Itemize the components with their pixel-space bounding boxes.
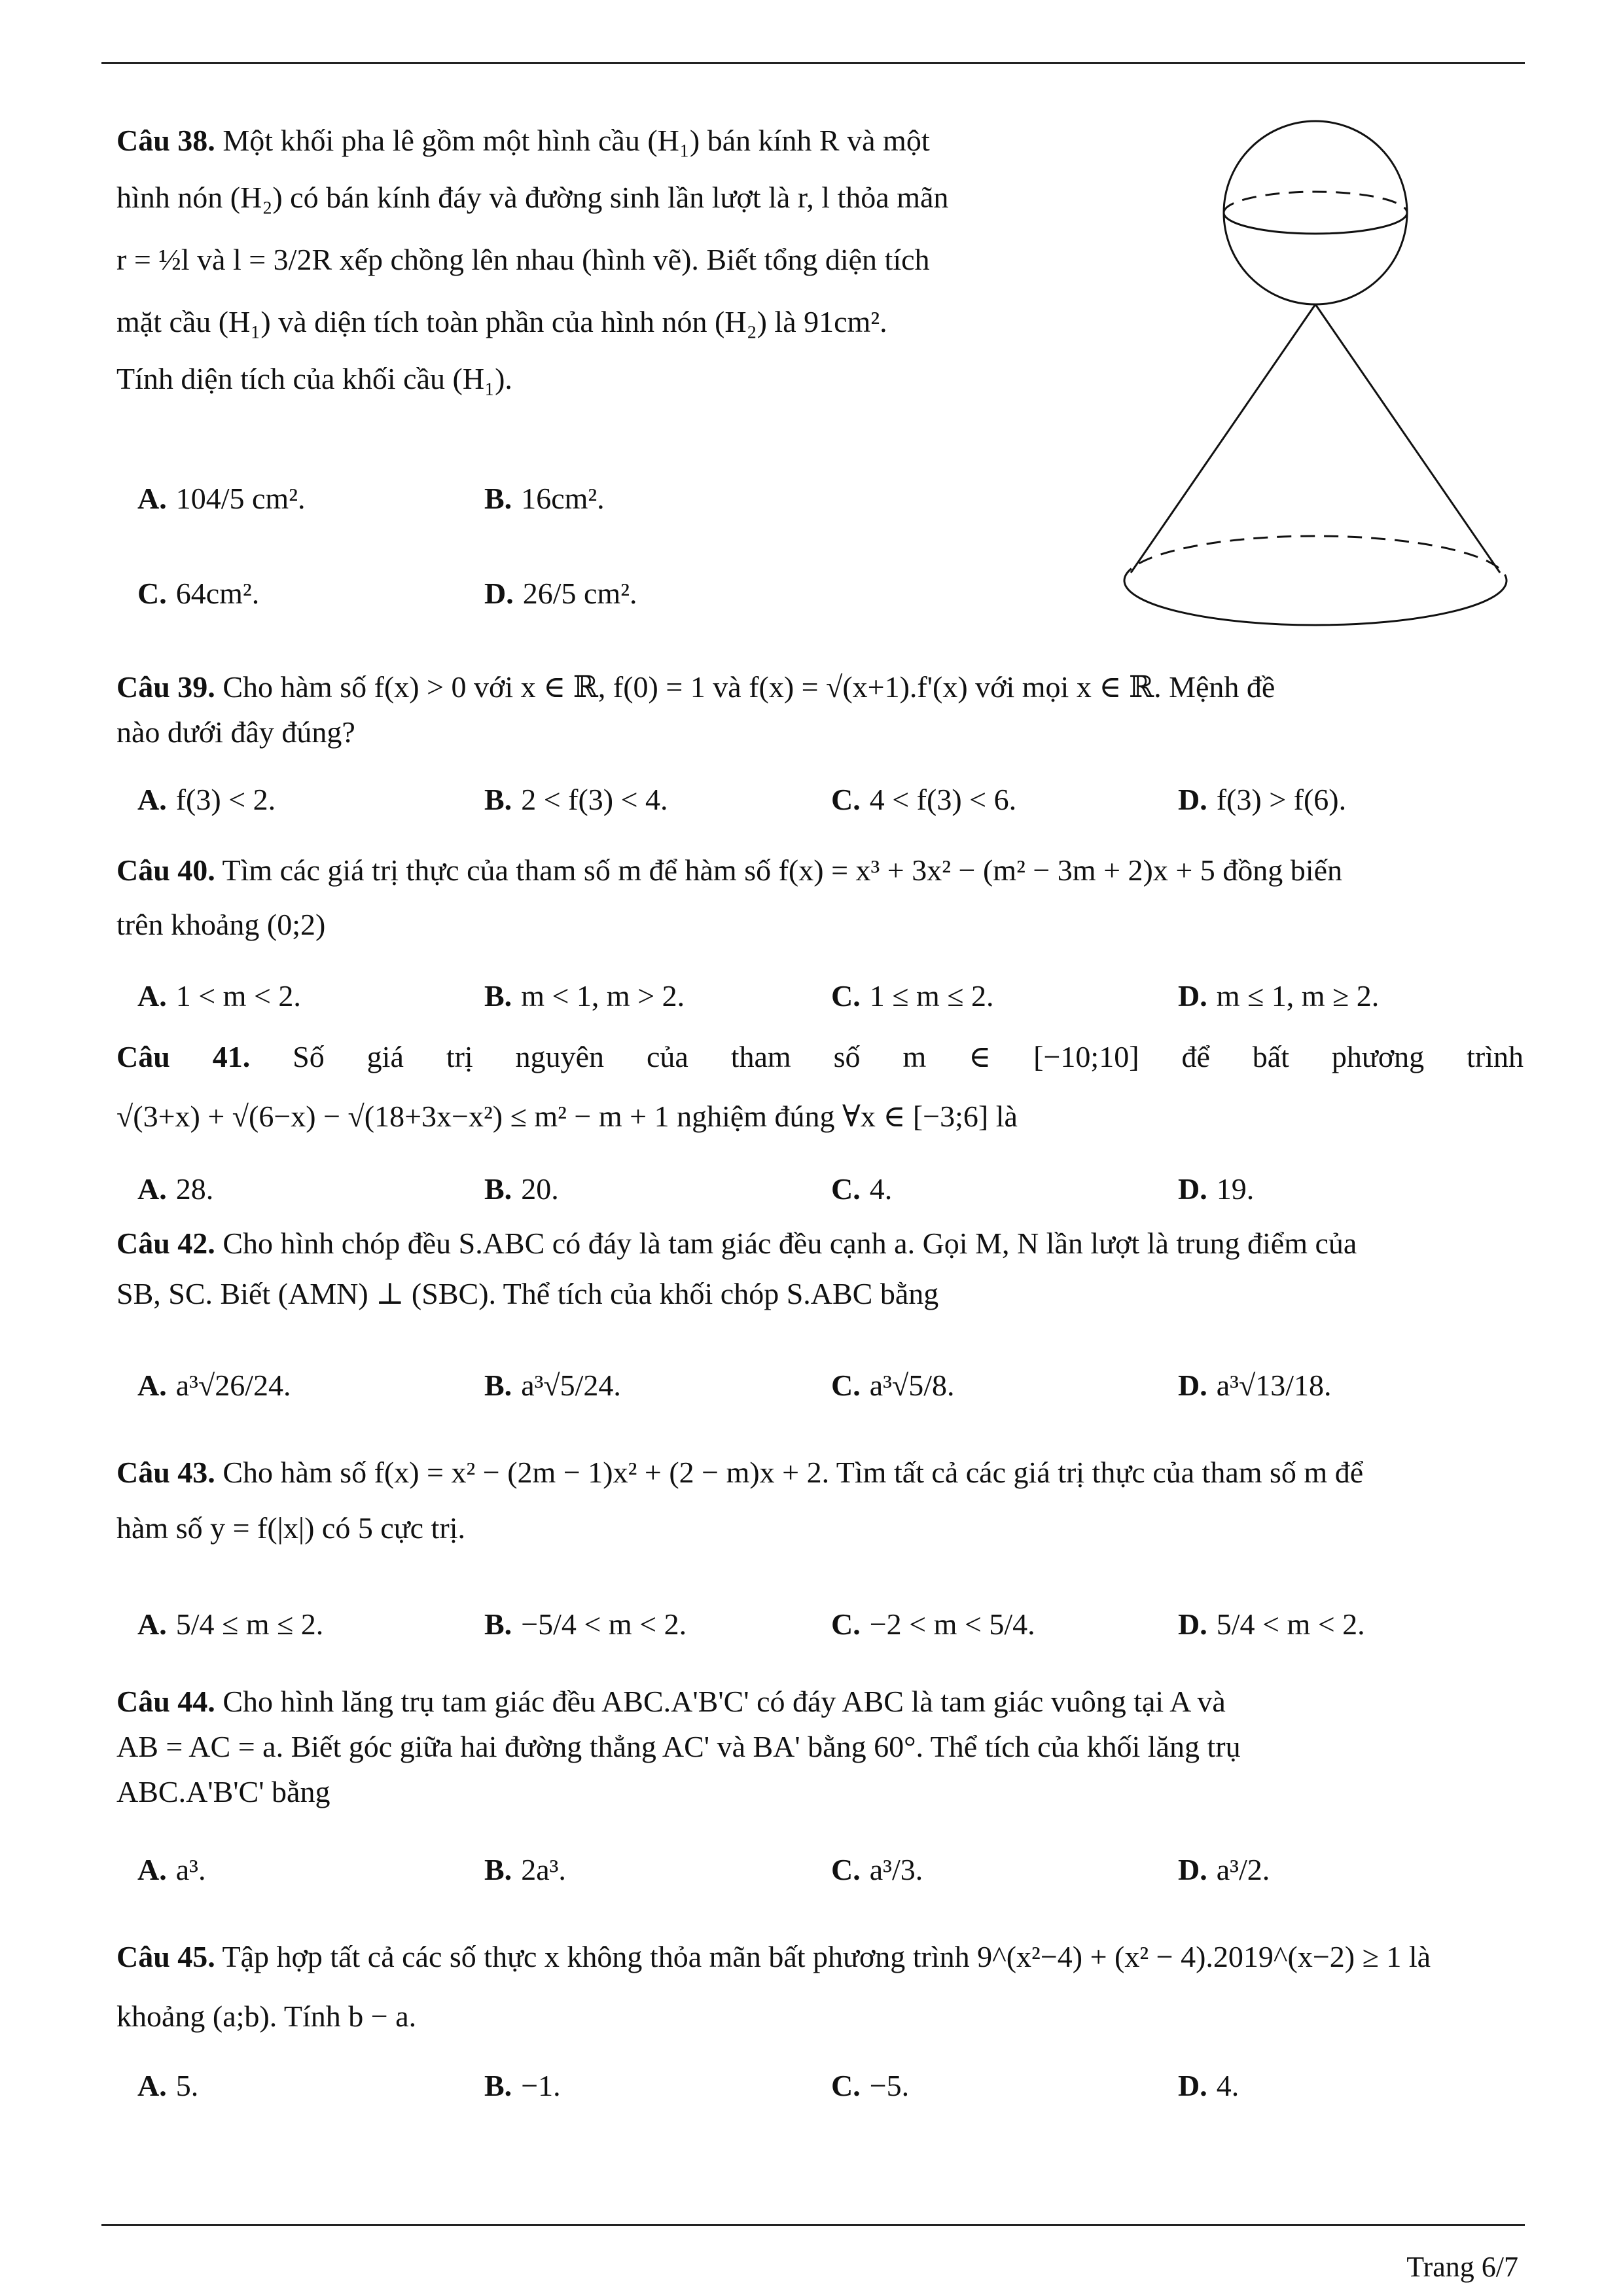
q42-option-b[interactable]: B. a³√5/24.	[484, 1369, 621, 1402]
q38-label: Câu 38.	[116, 124, 215, 157]
q42-label: Câu 42.	[116, 1227, 215, 1260]
q41-text-1: Số giá trị nguyên của tham số m ∈ [−10;10] để bất phương trình	[293, 1040, 1524, 1073]
q38-option-b[interactable]: B. 16cm².	[484, 482, 605, 515]
q41-option-b[interactable]: B. 20.	[484, 1172, 559, 1206]
q42-options	[137, 1368, 1525, 1420]
q38-text-1: Một khối pha lê gồm một hình cầu (H₁) bán kính R và một	[223, 124, 930, 157]
q43-option-b[interactable]: B. −5/4 < m < 2.	[484, 1607, 687, 1641]
q39-text-2: nào dưới đây đúng?	[116, 715, 355, 749]
q40-option-d[interactable]: D. m ≤ 1, m ≥ 2.	[1178, 979, 1380, 1013]
q38-option-d[interactable]: D. 26/5 cm².	[484, 577, 637, 610]
q39-option-a[interactable]: A. f(3) < 2.	[137, 783, 276, 816]
q45-label: Câu 45.	[116, 1940, 215, 1973]
q41-option-c[interactable]: C. 4.	[831, 1172, 893, 1206]
q42-option-a[interactable]: A. a³√26/24.	[137, 1369, 291, 1402]
question-41	[116, 1034, 1524, 1139]
q38-options-row1	[137, 481, 1525, 533]
q41-label: Câu 41.	[116, 1040, 251, 1073]
sphere-cone-figure	[1113, 115, 1518, 638]
question-45	[116, 1934, 1524, 2039]
sphere-equator-back	[1224, 192, 1407, 213]
question-44	[116, 1679, 1524, 1814]
q45-option-b[interactable]: B. −1.	[484, 2069, 561, 2102]
top-rule	[101, 62, 1525, 64]
q39-option-b[interactable]: B. 2 < f(3) < 4.	[484, 783, 668, 816]
q39-option-d[interactable]: D. f(3) > f(6).	[1178, 783, 1347, 816]
q42-option-c[interactable]: C. a³√5/8.	[831, 1369, 955, 1402]
q40-option-b[interactable]: B. m < 1, m > 2.	[484, 979, 685, 1013]
q44-option-c[interactable]: C. a³/3.	[831, 1853, 923, 1886]
q38-line-2: hình nón (H₂) có bán kính đáy và đường sinh lần lượt là r, l thỏa mãn	[116, 181, 949, 214]
q41-option-a[interactable]: A. 28.	[137, 1172, 214, 1206]
q44-text-1: Cho hình lăng trụ tam giác đều ABC.A'B'C' có đáy ABC là tam giác vuông tại A và	[223, 1685, 1226, 1718]
q40-label: Câu 40.	[116, 853, 215, 887]
q45-option-d[interactable]: D. 4.	[1178, 2069, 1240, 2102]
q38-option-c[interactable]: C. 64cm².	[137, 577, 260, 610]
sphere-outline	[1224, 121, 1407, 304]
q40-option-a[interactable]: A. 1 < m < 2.	[137, 979, 301, 1013]
q44-options	[137, 1852, 1525, 1905]
q44-label: Câu 44.	[116, 1685, 215, 1718]
q39-option-c[interactable]: C. 4 < f(3) < 6.	[831, 783, 1017, 816]
q40-text-2: trên khoảng (0;2)	[116, 908, 326, 941]
q38-option-a[interactable]: A. 104/5 cm².	[137, 482, 306, 515]
q38-line-4: mặt cầu (H₁) và diện tích toàn phần của hình nón (H₂) là 91cm².	[116, 305, 887, 338]
q40-text-1: Tìm các giá trị thực của tham số m để hàm số f(x) = x³ + 3x² − (m² − 3m + 2)x + 5 đồng biến	[222, 853, 1342, 887]
question-43	[116, 1450, 1524, 1551]
q40-option-c[interactable]: C. 1 ≤ m ≤ 2.	[831, 979, 994, 1013]
cone-base-back	[1124, 536, 1507, 581]
q45-option-c[interactable]: C. −5.	[831, 2069, 910, 2102]
question-40	[116, 848, 1524, 947]
q44-option-a[interactable]: A. a³.	[137, 1853, 206, 1886]
q38-options-row2	[137, 576, 1525, 628]
q43-options	[137, 1607, 1525, 1659]
q42-text-2: SB, SC. Biết (AMN) ⊥ (SBC). Thể tích của khối chóp S.ABC bằng	[116, 1277, 939, 1310]
q43-label: Câu 43.	[116, 1456, 215, 1489]
q38-line-1	[116, 118, 1085, 163]
question-39	[116, 664, 1524, 755]
q45-options	[137, 2068, 1525, 2121]
q39-label: Câu 39.	[116, 670, 215, 704]
q45-text-2: khoảng (a;b). Tính b − a.	[116, 2000, 417, 2033]
question-42	[116, 1221, 1524, 1316]
q43-option-d[interactable]: D. 5/4 < m < 2.	[1178, 1607, 1365, 1641]
q42-option-d[interactable]: D. a³√13/18.	[1178, 1369, 1332, 1402]
q45-option-a[interactable]: A. 5.	[137, 2069, 199, 2102]
question-38	[116, 118, 1085, 401]
q44-text-2: AB = AC = a. Biết góc giữa hai đường thẳng AC' và BA' bằng 60°. Thể tích của khối lăng trụ	[116, 1730, 1241, 1763]
q39-options	[137, 782, 1525, 834]
q38-line-3: r = ½l và l = 3/2R xếp chồng lên nhau (hình vẽ). Biết tổng diện tích	[116, 243, 930, 276]
q44-option-b[interactable]: B. 2a³.	[484, 1853, 566, 1886]
bottom-rule	[101, 2224, 1525, 2226]
q38-line-5: Tính diện tích của khối cầu (H₁).	[116, 362, 512, 395]
q42-text-1: Cho hình chóp đều S.ABC có đáy là tam giác đều cạnh a. Gọi M, N lần lượt là trung điểm của	[223, 1227, 1357, 1260]
q43-text-2: hàm số y = f(|x|) có 5 cực trị.	[116, 1511, 465, 1545]
page-footer: Trang 6/7	[1406, 2251, 1518, 2283]
q43-option-c[interactable]: C. −2 < m < 5/4.	[831, 1607, 1035, 1641]
q43-text-1: Cho hàm số f(x) = x² − (2m − 1)x² + (2 − m)x + 2. Tìm tất cả các giá trị thực của tham số m để	[223, 1456, 1364, 1489]
q40-options	[137, 978, 1525, 1031]
q45-text-1: Tập hợp tất cả các số thực x không thỏa mãn bất phương trình 9^(x²−4) + (x² − 4).2019^(x−2) ≥ 1 là	[222, 1940, 1431, 1973]
q41-text-2: √(3+x) + √(6−x) − √(18+3x−x²) ≤ m² − m + 1 nghiệm đúng ∀x ∈ [−3;6] là	[116, 1100, 1018, 1133]
q44-option-d[interactable]: D. a³/2.	[1178, 1853, 1270, 1886]
q39-text-1: Cho hàm số f(x) > 0 với x ∈ ℝ, f(0) = 1 và f(x) = √(x+1).f'(x) với mọi x ∈ ℝ. Mệnh đề	[223, 670, 1275, 704]
q41-options	[137, 1172, 1525, 1224]
q44-text-3: ABC.A'B'C' bằng	[116, 1775, 330, 1808]
q41-option-d[interactable]: D. 19.	[1178, 1172, 1255, 1206]
q43-option-a[interactable]: A. 5/4 ≤ m ≤ 2.	[137, 1607, 324, 1641]
sphere-equator-front	[1224, 213, 1407, 234]
